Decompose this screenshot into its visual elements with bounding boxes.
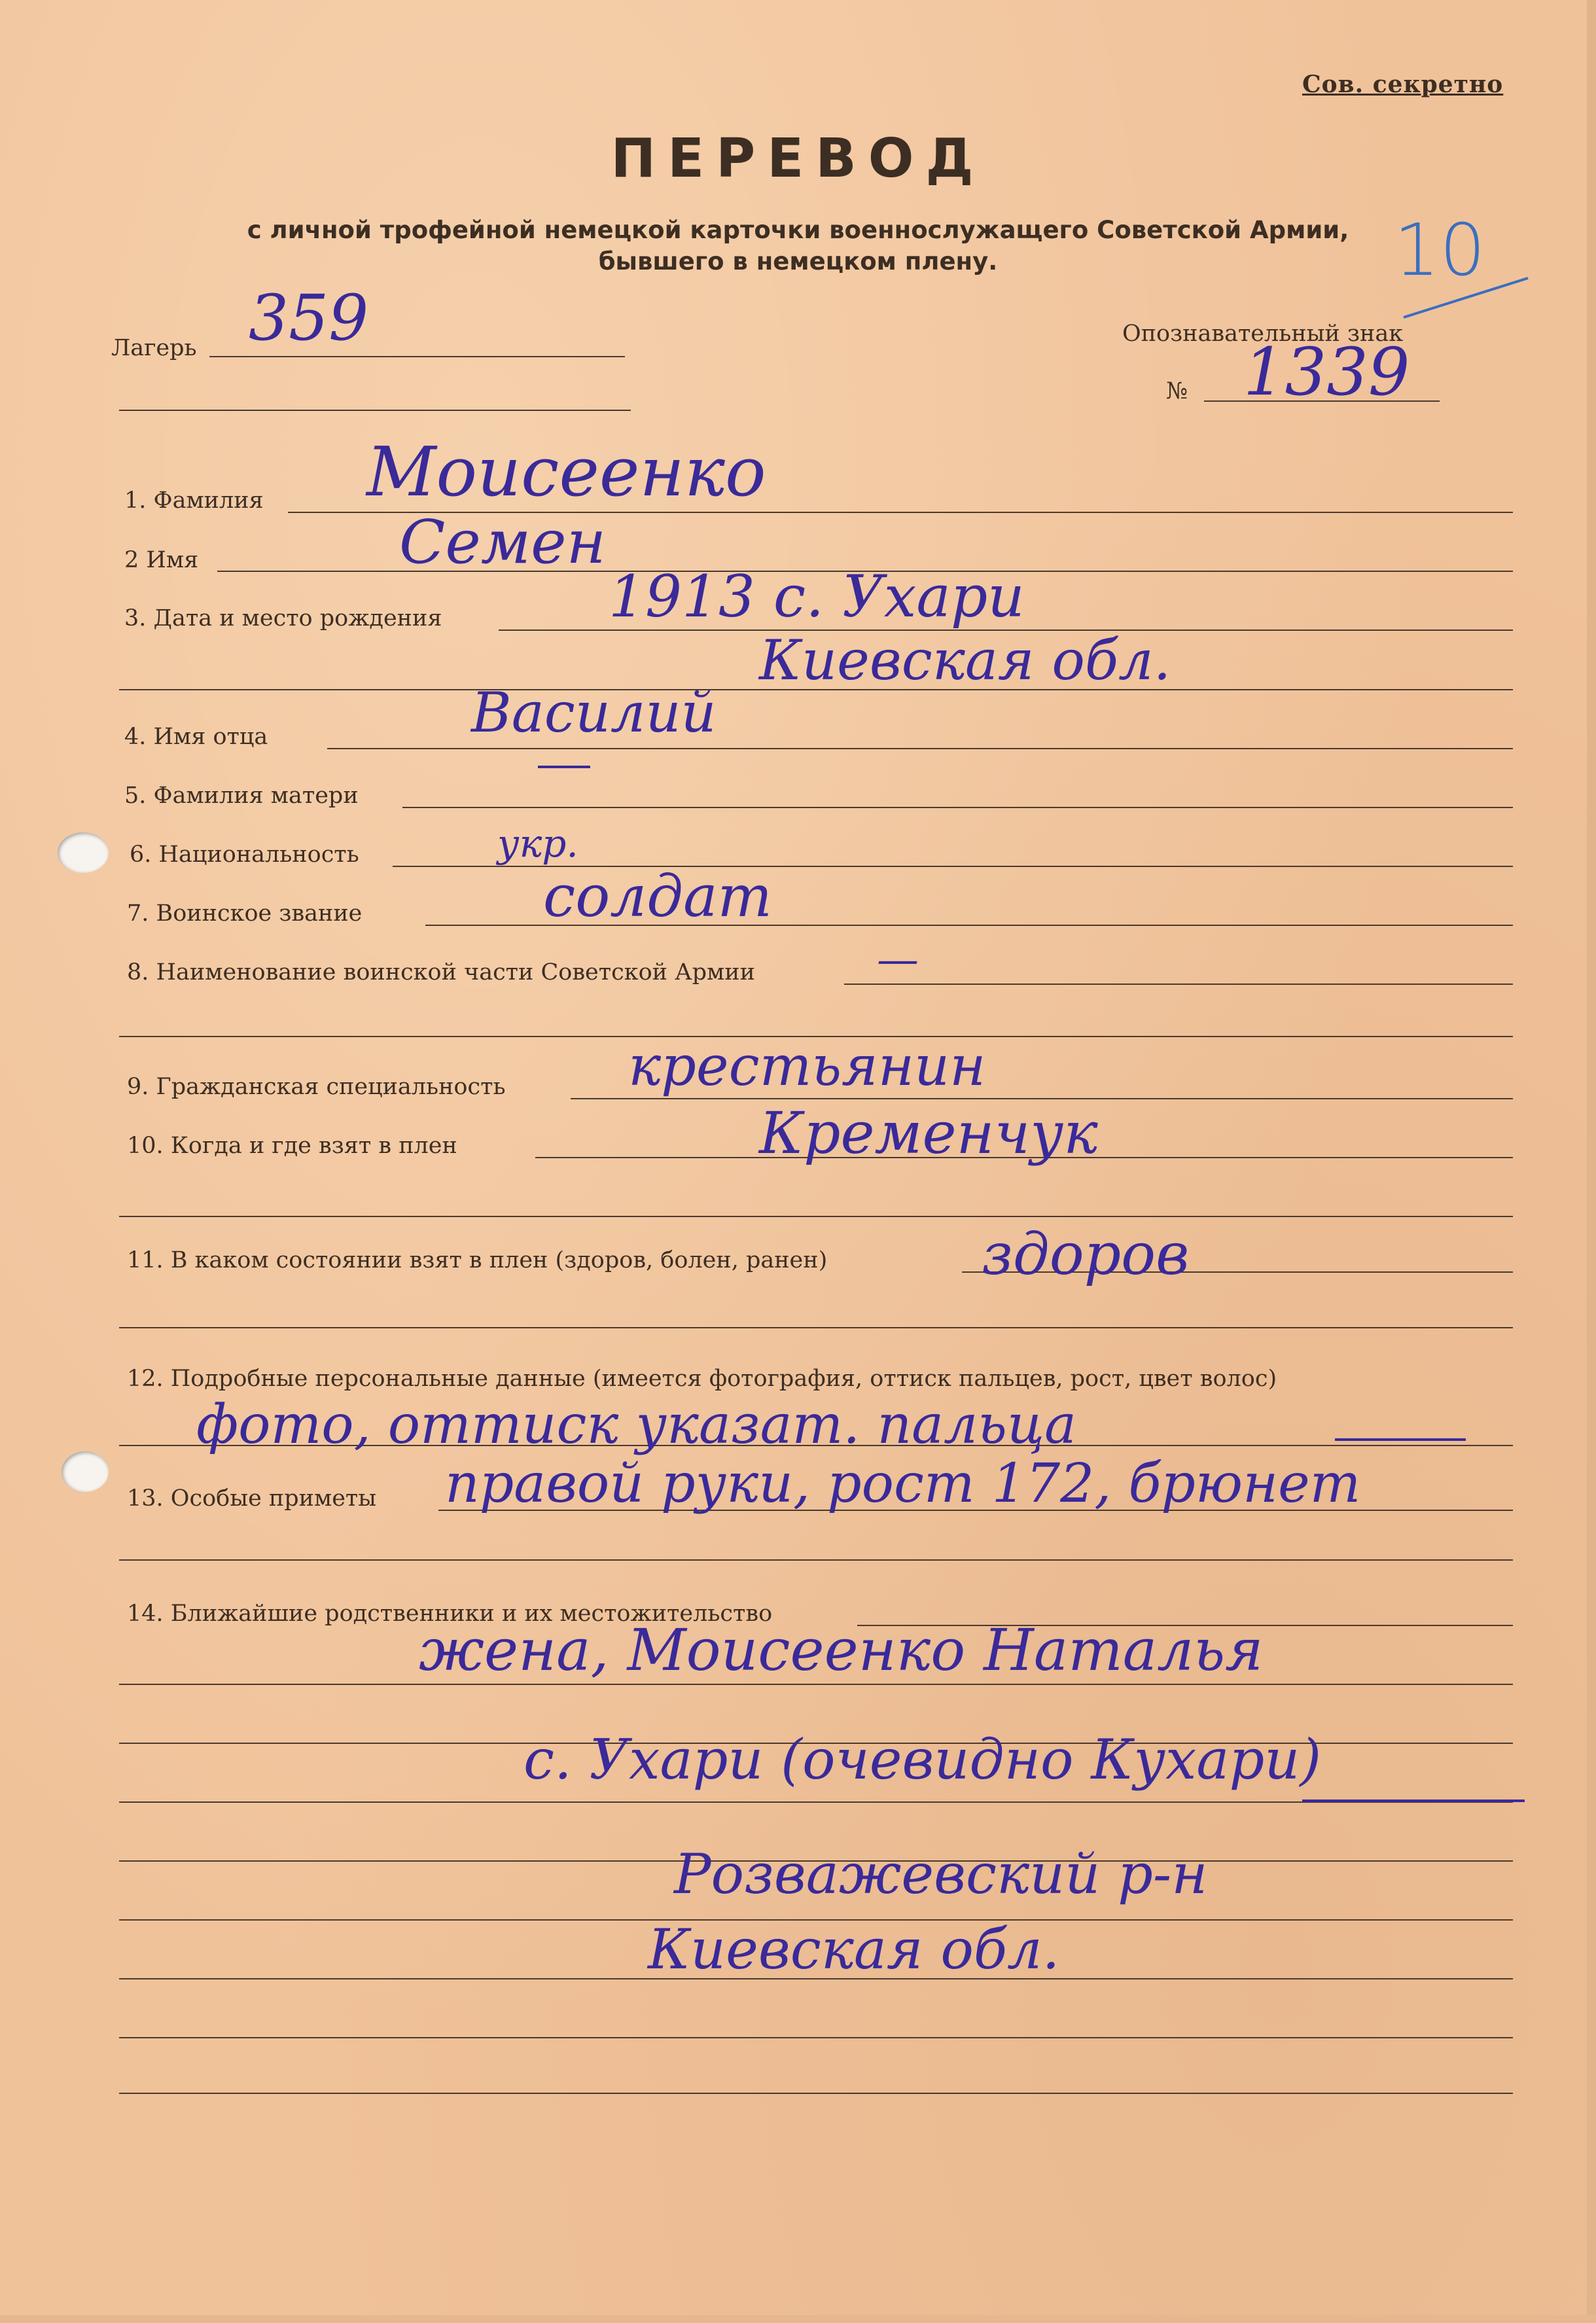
field-label-features: 13. Особые приметы [127,1485,377,1512]
id-tag-label: Опознавательный знак [1122,321,1404,347]
field-label-captured: 10. Когда и где взят в плен [127,1133,457,1159]
camp-label: Лагерь [111,335,197,361]
field-label-name: 2 Имя [124,547,199,573]
field-label-rank: 7. Воинское звание [127,900,363,927]
field-value-relatives-line-4: Киевская обл. [648,1917,1060,1981]
field-value-features: правой руки, рост 172, брюнет [445,1453,1361,1515]
document-title: ПЕРЕВОД [611,128,985,190]
paper-edge [1587,0,1596,2323]
field-line-features-2 [119,1559,1513,1561]
relatives-underline-mark [1302,1800,1525,1802]
field-value-nationality: укр. [497,821,578,866]
field-label-unit: 8. Наименование воинской части Советской Армии [127,959,755,985]
field-value-relatives-line-1: жена, Моисеенко Наталья [419,1616,1264,1684]
punch-hole-bottom [62,1451,109,1492]
camp-value: 359 [249,281,369,355]
paper-edge-bottom [0,2315,1596,2323]
punch-hole-top [58,832,109,873]
field-value-profession: крестьянин [628,1034,986,1098]
field-label-condition: 11. В каком состоянии взят в плен (здоров, болен, ранен) [127,1247,828,1273]
field-value-relatives-line-3: Розважевский р-н [674,1842,1208,1906]
field-line-unit [844,984,1513,985]
field-value-unit: — [877,936,919,984]
margin-note: 10 [1394,208,1485,292]
field-value-personal-data: фото, оттиск указат. пальца [196,1394,1077,1456]
secrecy-stamp: Сов. секретно [1302,71,1504,98]
field-label-profession: 9. Гражданская специальность [127,1074,506,1100]
camp-line [209,356,625,357]
field-line-father [327,748,1513,749]
document-subtitle-line-1: с личной трофейной немецкой карточки военнослужащего Советской Армии, [247,216,1349,244]
field-label-nationality: 6. Национальность [130,842,359,868]
relatives-line-8 [119,2037,1513,2038]
field-value-birth-line-2: Киевская обл. [759,628,1171,692]
father-underline-mark [538,766,590,768]
field-label-mother: 5. Фамилия матери [124,783,359,809]
field-value-captured: Кременчук [759,1099,1098,1167]
field-value-name: Семен [399,507,607,577]
field-label-father: 4. Имя отца [124,724,268,750]
field-value-birth: 1913 с. Ухари [609,563,1025,630]
field-label-birth: 3. Дата и место рождения [124,605,442,631]
field-line-condition-2 [119,1327,1513,1328]
camp-line-2 [119,410,631,411]
field-line-captured-2 [119,1216,1513,1217]
field-value-surname: Моисеенко [366,432,766,512]
id-tag-number-sign: № [1166,378,1188,404]
document-subtitle-line-2: бывшего в немецком плену. [598,247,998,275]
field-value-relatives-line-2: с. Ухари (очевидно Кухари) [523,1728,1322,1792]
field-label-surname: 1. Фамилия [124,488,264,514]
field-value-rank: солдат [543,862,772,930]
field-label-personal-data: 12. Подробные персональные данные (имеется фотография, оттиск пальцев, рост, цвет волос) [127,1366,1277,1392]
field-value-condition: здоров [982,1220,1190,1288]
id-tag-value: 1339 [1243,334,1410,410]
relatives-line-2 [119,1684,1513,1685]
field-label-relatives: 14. Ближайшие родственники и их местожительство [127,1601,773,1627]
pencil-stroke-mark [1400,268,1531,327]
personal-data-underline-mark [1335,1438,1466,1441]
relatives-line-9 [119,2093,1513,2094]
field-value-father: Василий [471,681,717,745]
field-line-mother [402,807,1513,808]
